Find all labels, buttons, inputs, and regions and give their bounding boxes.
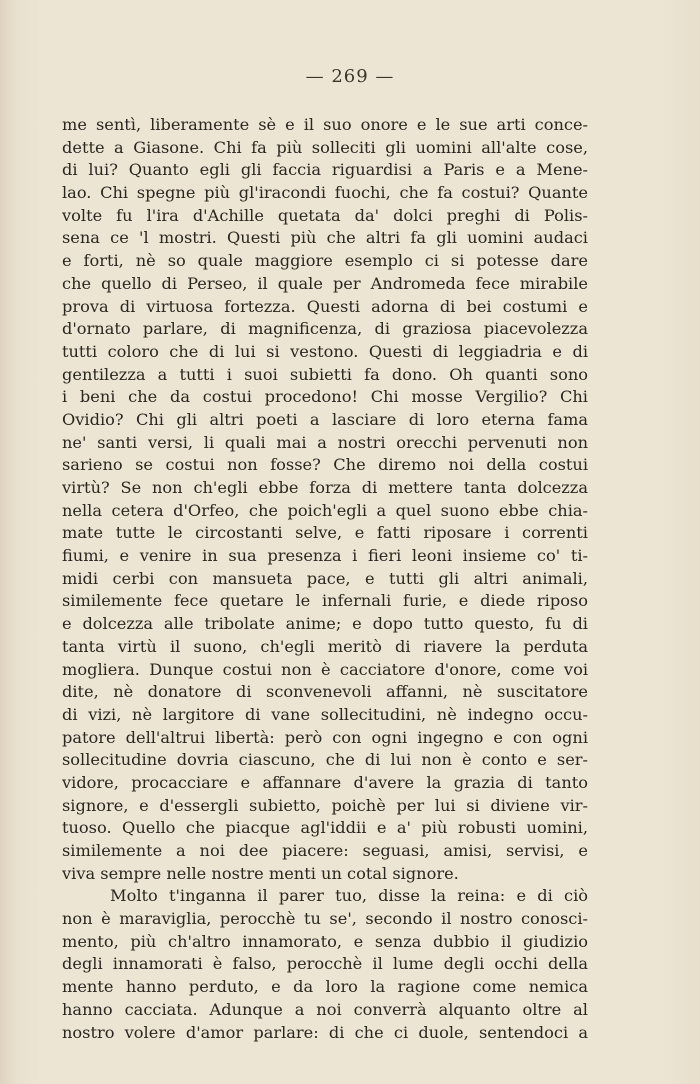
text-line: mate tutte le circostanti selve, e fatti riposare i correnti	[62, 523, 588, 543]
text-line: tuoso. Quello che piacque agl'iddii e a' più robusti uomini,	[62, 818, 588, 838]
text-line: prova di virtuosa fortezza. Questi adorna di bei costumi e	[62, 296, 588, 316]
text-line: signore, e d'essergli subietto, poichè per lui si diviene vir-	[62, 795, 588, 815]
text-line: similemente a noi dee piacere: seguasi, amisi, servisi, e	[62, 841, 588, 860]
text-line: vidore, procacciare e affannare d'avere la grazia di tanto	[62, 772, 588, 792]
text-line: i beni che da costui procedono! Chi mosse Vergilio? Chi	[62, 387, 588, 407]
text-line: degli innamorati è falso, perocchè il lume degli occhi della	[62, 954, 588, 974]
text-line: dite, nè donatore di sconvenevoli affanni, nè suscitatore	[62, 682, 588, 702]
text-line: similemente fece quetare le infernali furie, e diede riposo	[62, 591, 588, 611]
text-line: me sentì, liberamente sè e il suo onore e le sue arti conce-	[62, 115, 588, 134]
text-line: sena ce 'l mostri. Questi più che altri fa gli uomini audaci	[62, 228, 588, 248]
text-line: ne' santi versi, li quali mai a nostri orecchi pervenuti non	[62, 432, 588, 452]
text-line: sarieno se costui non fosse? Che diremo noi della costui	[62, 455, 588, 475]
text-line: nostro volere d'amor parlare: di che ci duole, sentendoci a	[62, 1022, 588, 1042]
text-line: di vizi, nè largitore di vane sollecitudini, nè indegno occu-	[62, 704, 588, 724]
body-text	[62, 114, 588, 1044]
page-number: — 269 —	[305, 66, 395, 87]
text-line: nella cetera d'Orfeo, che poich'egli a quel suono ebbe chia-	[62, 500, 588, 520]
text-line: mento, più ch'altro innamorato, e senza dubbio il giudizio	[62, 931, 588, 951]
text-line: di lui? Quanto egli gli faccia riguardisi a Paris e a Mene-	[62, 160, 588, 180]
text-line: non è maraviglia, perocchè tu se', secondo il nostro conosci-	[62, 909, 588, 929]
text-line: dette a Giasone. Chi fa più solleciti gli uomini all'alte cose,	[62, 137, 588, 157]
text-line: hanno cacciata. Adunque a noi converrà alquanto oltre al	[62, 999, 588, 1019]
text-line: gentilezza a tutti i suoi subietti fa dono. Oh quanti sono	[62, 364, 588, 384]
text-line: patore dell'altrui libertà: però con ogni ingegno e con ogni	[62, 727, 588, 747]
text-line: virtù? Se non ch'egli ebbe forza di mettere tanta dolcezza	[62, 478, 588, 497]
text-line: d'ornato parlare, di magnificenza, di graziosa piacevolezza	[62, 319, 588, 339]
text-line-paragraph-start: Molto t'inganna il parer tuo, disse la reina: e di ciò	[110, 886, 588, 906]
text-line: mogliera. Dunque costui non è cacciatore d'onore, come voi	[62, 659, 588, 679]
text-line: mente hanno perduto, e da loro la ragione come nemica	[62, 977, 588, 997]
text-line: fiumi, e venire in sua presenza i fieri leoni insieme co' ti-	[62, 546, 588, 566]
text-line: tanta virtù il suono, ch'egli meritò di riavere la perduta	[62, 636, 588, 656]
text-line: sollecitudine dovria ciascuno, che di lui non è conto e ser-	[62, 750, 588, 770]
text-line: midi cerbi con mansueta pace, e tutti gli altri animali,	[62, 568, 588, 588]
text-line: tutti coloro che di lui si vestono. Questi di leggiadria e di	[62, 341, 588, 361]
text-line-paragraph-end: viva sempre nelle nostre menti un cotal signore.	[62, 863, 459, 883]
text-line: volte fu l'ira d'Achille quetata da' dolci preghi di Polis-	[62, 205, 588, 225]
text-line: Ovidio? Chi gli altri poeti a lasciare di loro eterna fama	[62, 409, 588, 429]
text-line: e dolcezza alle tribolate anime; e dopo tutto questo, fu di	[62, 614, 588, 634]
text-line: e forti, nè so quale maggiore esemplo ci si potesse dare	[62, 251, 588, 271]
text-line: che quello di Perseo, il quale per Andromeda fece mirabile	[62, 273, 588, 293]
text-line: lao. Chi spegne più gl'iracondi fuochi, che fa costui? Quante	[62, 183, 588, 203]
